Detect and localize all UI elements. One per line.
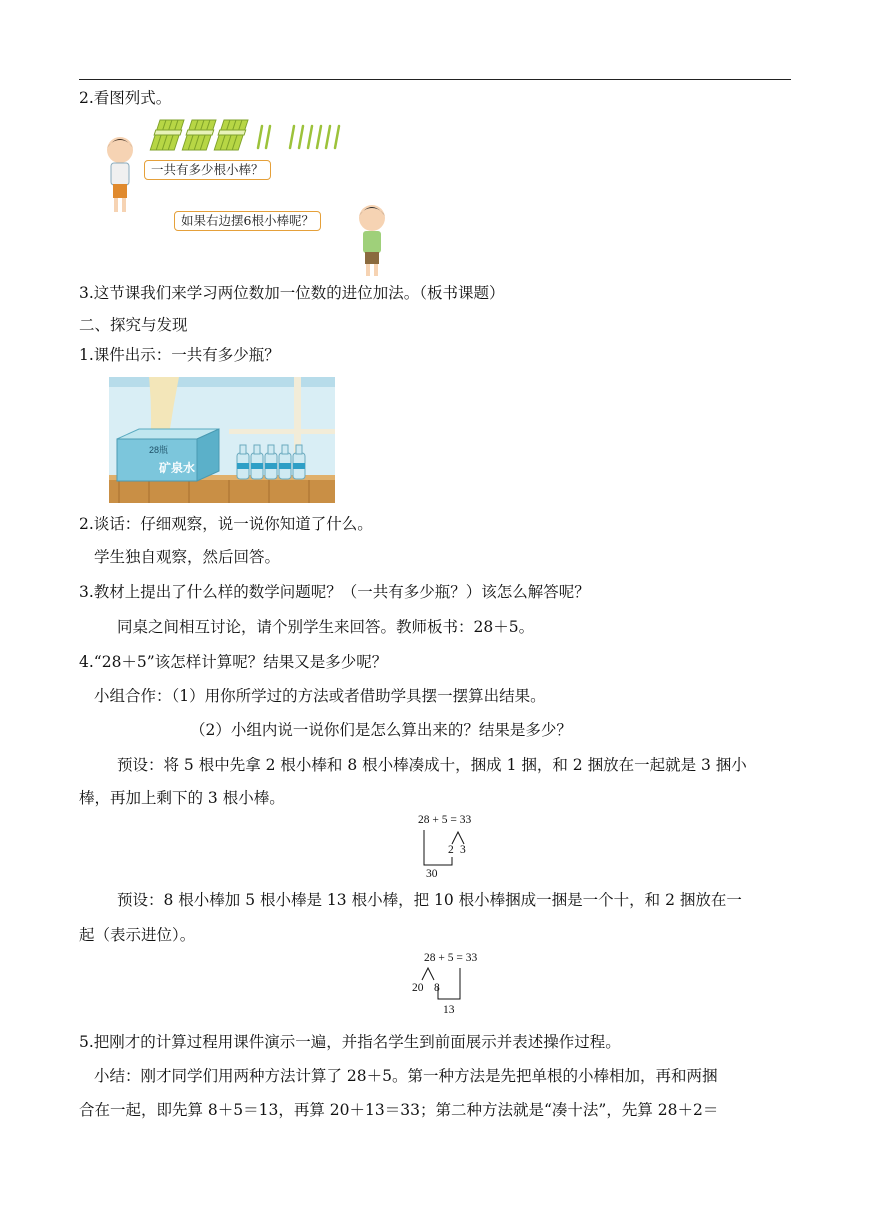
- make-ten-diagram-1: [410, 812, 500, 884]
- section-explore-heading: 二、探究与发现: [79, 316, 188, 334]
- split-part-a: 20: [412, 982, 424, 994]
- sticks-illustration: [100, 112, 400, 277]
- speech-bubble-total-sticks: 一共有多少根小棒？: [144, 160, 271, 180]
- item-5-demonstration: 5.把刚才的计算过程用课件演示一遍，并指名学生到前面展示并表述操作过程。: [79, 1033, 621, 1051]
- preset-1-line-2: 棒，再加上剩下的 3 根小棒。: [79, 789, 285, 807]
- diagram-1-lines: [410, 812, 500, 884]
- preset-2-line-2: 起（表示进位）。: [79, 926, 196, 944]
- header-rule: [79, 79, 791, 80]
- students-observe: 学生独自观察，然后回答。: [94, 548, 281, 566]
- equation: 28 + 5 = 33: [424, 952, 478, 964]
- preset-2-line-1: 预设：8 根小棒加 5 根小棒是 13 根小棒，把 10 根小棒捆成一捆是一个十，和 2 捆放在一: [117, 891, 742, 909]
- group-work-1: 小组合作：（1）用你所学过的方法或者借助学具摆一摆算出结果。: [94, 687, 546, 705]
- make-ten-diagram-2: [410, 950, 500, 1022]
- box-count-label: 28瓶: [149, 445, 169, 455]
- split-part-b: 8: [434, 982, 440, 994]
- item-3-lesson-topic: 3.这节课我们来学习两位数加一位数的进位加法。（板书课题）: [79, 284, 505, 302]
- deskmates-discuss: 同桌之间相互讨论，请个别学生来回答。教师板书：28＋5。: [117, 618, 535, 636]
- partial-sum: 13: [443, 1004, 455, 1016]
- item-2-discussion: 2.谈话：仔细观察，说一说你知道了什么。: [79, 515, 373, 533]
- preset-1-line-1: 预设：将 5 根中先拿 2 根小棒和 8 根小棒凑成十，捆成 1 捆，和 2 捆放在一起就是 3 捆小: [117, 756, 747, 774]
- partial-sum: 30: [426, 868, 438, 880]
- item-2-look-and-write: 2.看图列式。: [79, 89, 172, 107]
- water-bottles-illustration: [109, 377, 335, 503]
- split-part-a: 2: [448, 844, 454, 856]
- equation: 28 + 5 = 33: [418, 814, 472, 826]
- split-part-b: 3: [460, 844, 466, 856]
- bottles-scene-graphic: [109, 377, 335, 503]
- item-3-question: 3.教材上提出了什么样的数学问题呢？（一共有多少瓶？）该怎么解答呢？: [79, 583, 590, 601]
- speech-bubble-six-sticks: 如果右边摆6根小棒呢？: [174, 211, 321, 231]
- summary-line-1: 小结：刚才同学们用两种方法计算了 28＋5。第一种方法是先把单根的小棒相加，再和两捆: [94, 1067, 718, 1085]
- summary-line-2: 合在一起，即先算 8＋5＝13，再算 20＋13＝33；第二种方法就是“凑十法”，先算 28＋2＝: [79, 1101, 719, 1119]
- bundles-and-sticks-graphic: [100, 112, 400, 277]
- item-4-how-to-compute: 4.“28＋5”该怎样计算呢？结果又是多少呢？: [79, 653, 388, 671]
- group-work-2: （2）小组内说一说你们是怎么算出来的？结果是多少？: [190, 721, 572, 739]
- item-1-courseware: 1.课件出示：一共有多少瓶？: [79, 346, 280, 364]
- box-brand-label: 矿泉水: [159, 461, 196, 475]
